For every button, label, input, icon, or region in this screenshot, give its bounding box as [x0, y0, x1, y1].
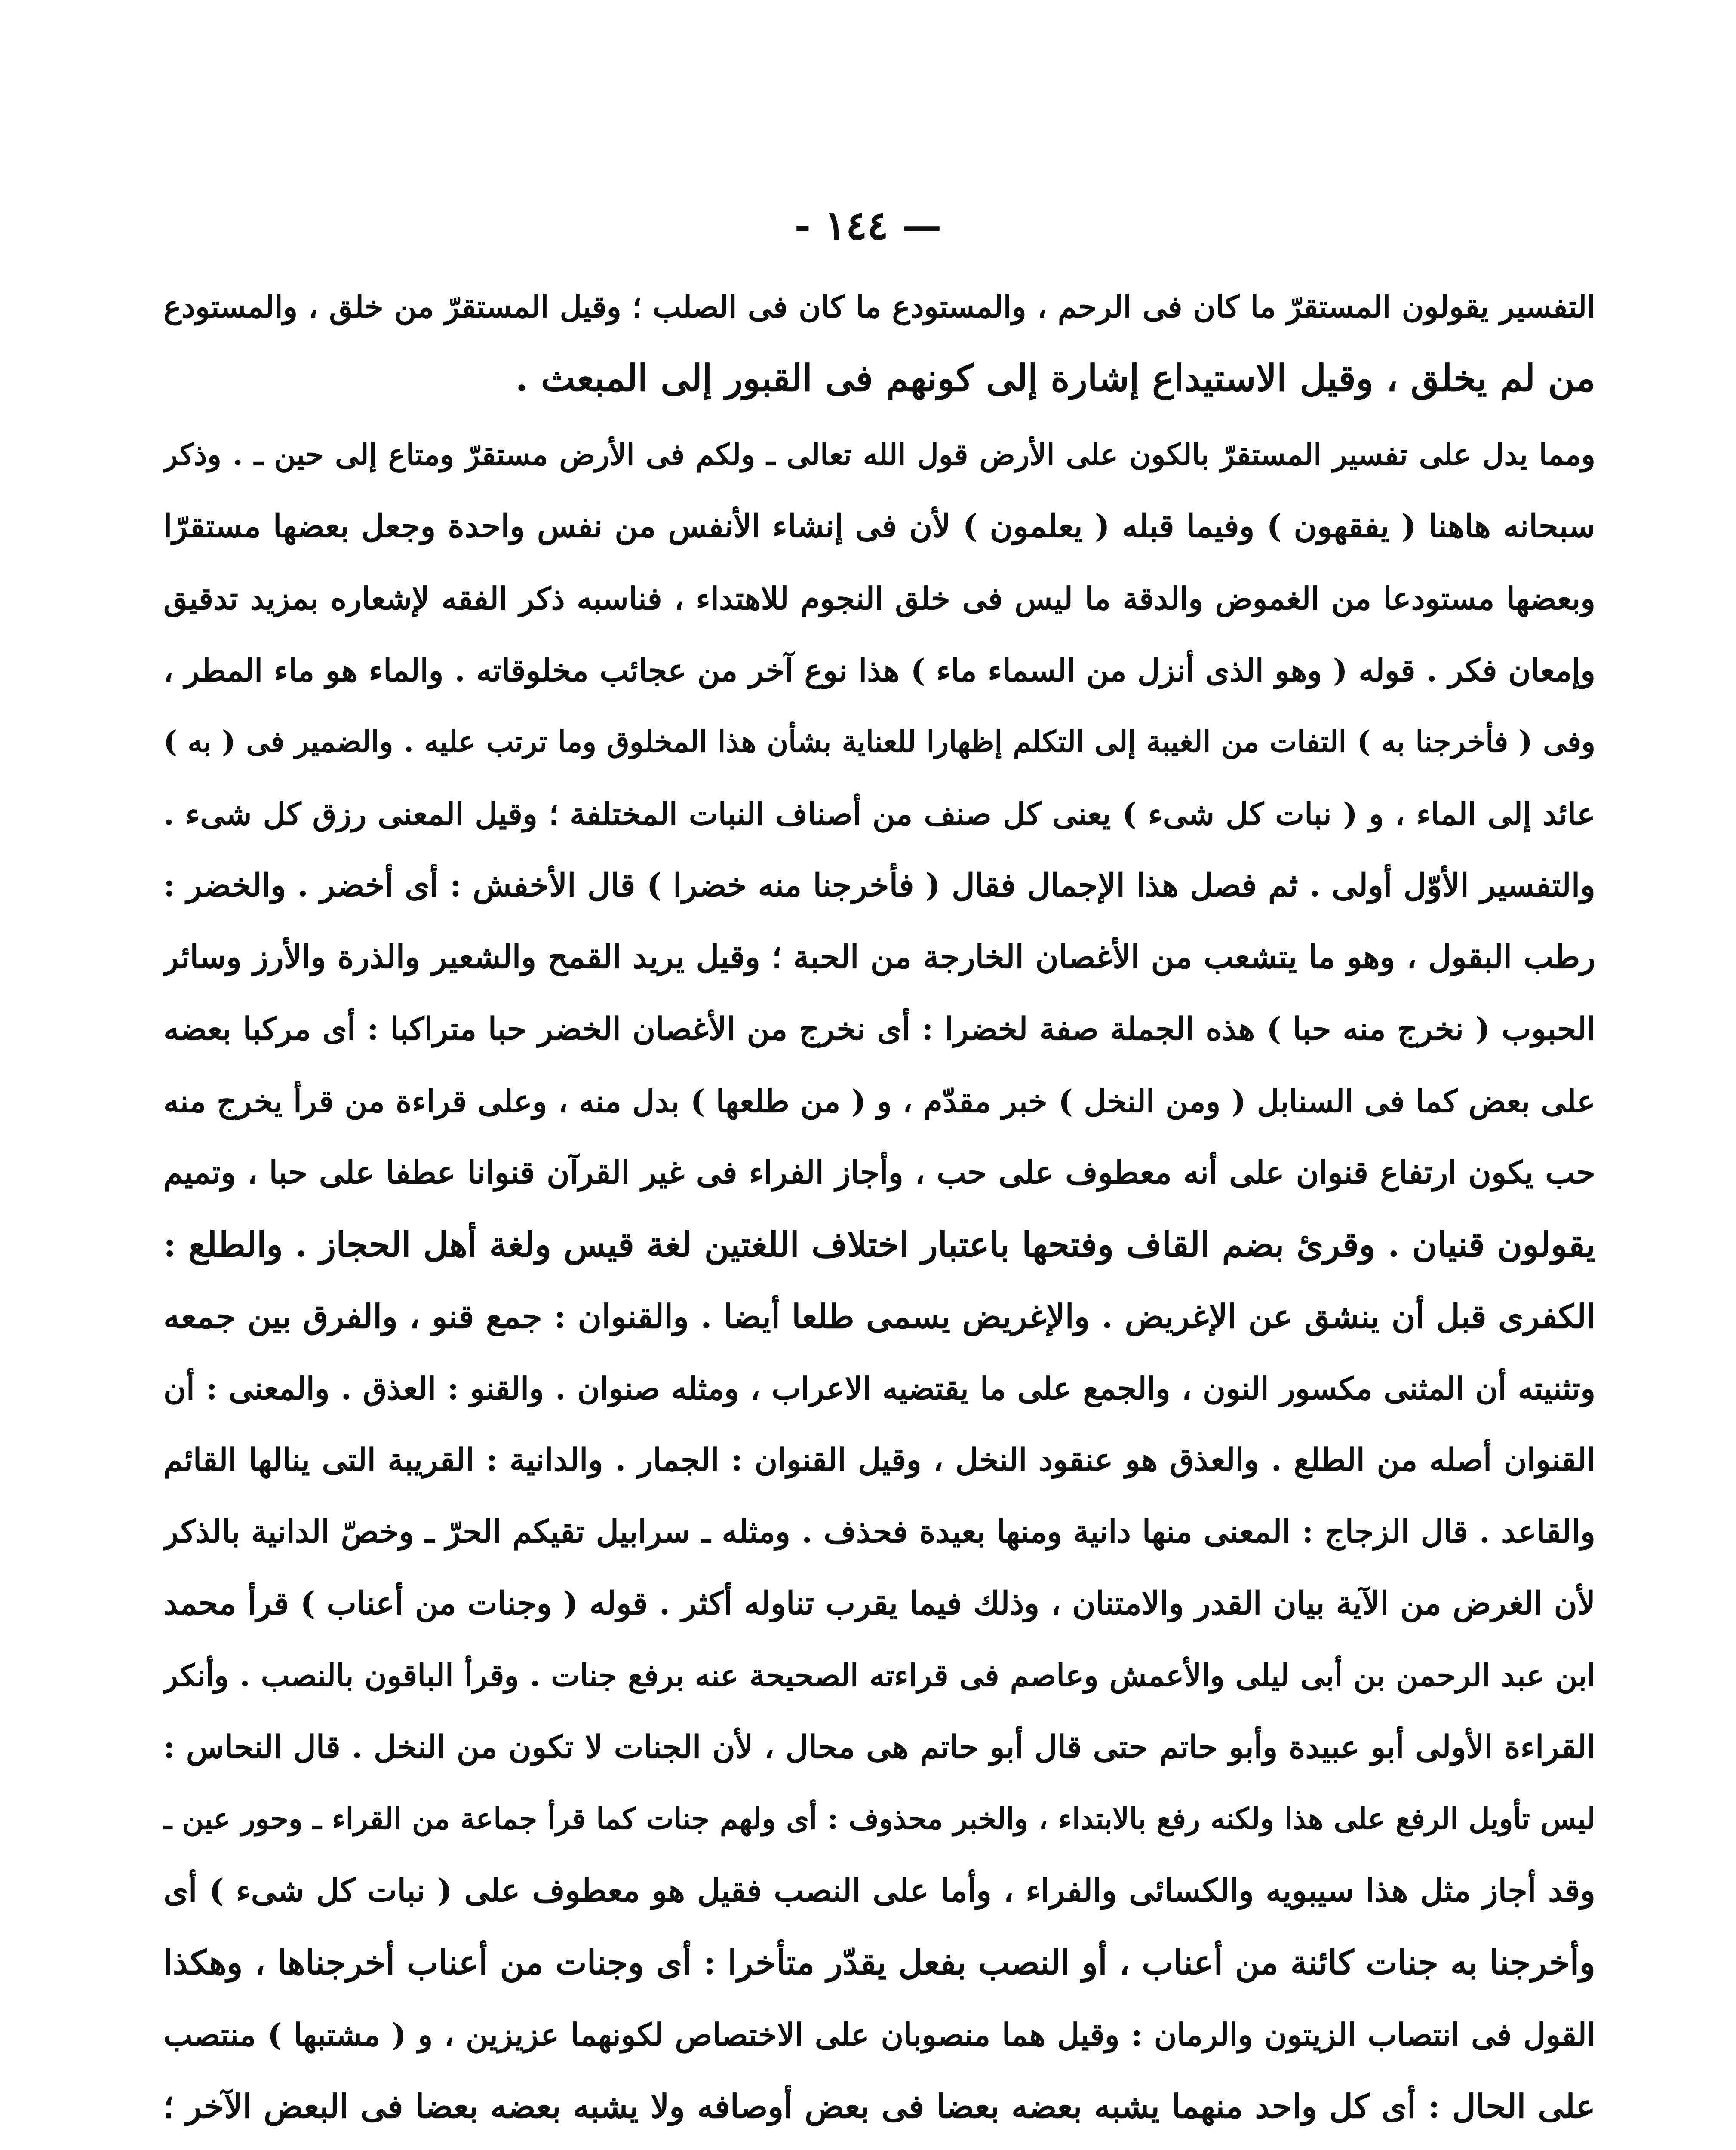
text-line: وقد أجاز مثل هذا سيبويه والكسائى والفراء ، وأما على النصب فقيل هو معطوف على ( نبات كل شىء ) أى [163, 1872, 1595, 1909]
text-line: الكفرى قبل أن ينشق عن الإغريض . والإغريض يسمى طلعا أيضا . والقنوان : جمع قنو ، والفرق بين جمعه [163, 1297, 1595, 1336]
paragraph-2 [163, 419, 1595, 2150]
text-line: ليس تأويل الرفع على هذا ولكنه رفع بالابتداء ، والخبر محذوف : أى ولهم جنات كما قرأ جماعة من القراء ـ وحور عين ـ [163, 1802, 1595, 1836]
text-line: ومما يدل على تفسير المستقرّ بالكون على الأرض قول الله تعالى ـ ولكم فى الأرض مستقرّ ومتاع إلى حين ـ . وذكر [163, 437, 1595, 472]
text-line: من لم يخلق ، وقيل الاستيداع إشارة إلى كونهم فى القبور إلى المبعث . [515, 357, 1595, 400]
paragraph-1 [163, 271, 1595, 415]
page-number: — ١٤٤ - [794, 202, 942, 249]
text-line: وفى ( فأخرجنا به ) التفات من الغيبة إلى التكلم إظهارا للعناية بشأن هذا المخلوق وما ترتب عليه . والضمير فى ( به ) [163, 725, 1595, 759]
text-line: سبحانه هاهنا ( يفقهون ) وفيما قبله ( يعلمون ) لأن فى إنشاء الأنفس من نفس واحدة وجعل بعضها مستقرّا [163, 508, 1595, 545]
text-line: رطب البقول ، وهو ما يتشعب من الأغصان الخارجة من الحبة ؛ وقيل يريد القمح والشعير والذرة والأرز وسائر [163, 939, 1595, 976]
text-line: القول فى انتصاب الزيتون والرمان : وقيل هما منصوبان على الاختصاص لكونهما عزيزين ، و ( مشتبها ) منتصب [163, 2016, 1595, 2053]
text-line: القنوان أصله من الطلع . والعذق هو عنقود النخل ، وقيل القنوان : الجمار . والدانية : القريبة التى ينالها القائم [163, 1441, 1595, 1478]
text-line: على بعض كما فى السنابل ( ومن النخل ) خبر مقدّم ، و ( من طلعها ) بدل منه ، وعلى قراءة من قرأ يخرج منه [163, 1083, 1595, 1119]
text-line: القراءة الأولى أبو عبيدة وأبو حاتم حتى قال أبو حاتم هى محال ، لأن الجنات لا تكون من النخل . قال النحاس : [163, 1729, 1595, 1766]
text-line: وبعضها مستودعا من الغموض والدقة ما ليس فى خلق النجوم للاهتداء ، فناسبه ذكر الفقه لإشعاره بمزيد تدقيق [163, 580, 1595, 617]
text-line: عائد إلى الماء ، و ( نبات كل شىء ) يعنى كل صنف من أصناف النبات المختلفة ؛ وقيل المعنى رزق كل شىء . [163, 796, 1595, 832]
text-line: وإمعان فكر . قوله ( وهو الذى أنزل من السماء ماء ) هذا نوع آخر من عجائب مخلوقاته . والماء هو ماء المطر ، [163, 652, 1595, 688]
body-text [163, 271, 1595, 2150]
text-line: ابن عبد الرحمن بن أبى ليلى والأعمش وعاصم فى قراءته الصحيحة عنه برفع جنات . وقرأ الباقون بالنصب . وأنكر [163, 1657, 1595, 1693]
text-line: الحبوب ( نخرج منه حبا ) هذه الجملة صفة لخضرا : أى نخرج من الأغصان الخضر حبا متراكبا : أى مركبا بعضه [163, 1010, 1595, 1047]
text-line: والقاعد . قال الزجاج : المعنى منها دانية ومنها بعيدة فحذف . ومثله ـ سرابيل تقيكم الحرّ ـ وخصّ الدانية بالذكر [163, 1513, 1595, 1550]
text-line: التفسير يقولون المستقرّ ما كان فى الرحم ، والمستودع ما كان فى الصلب ؛ وقيل المستقرّ من خلق ، والمستودع [163, 289, 1595, 325]
text-line: على الحال : أى كل واحد منهما يشبه بعضه بعضا فى بعض أوصافه ولا يشبه بعضه بعضا فى البعض الآخر ؛ [163, 2087, 1595, 2125]
text-line: والتفسير الأوّل أولى . ثم فصل هذا الإجمال فقال ( فأخرجنا منه خضرا ) قال الأخفش : أى أخضر . والخضر : [163, 867, 1595, 904]
text-line: يقولون قنيان . وقرئ بضم القاف وفتحها باعتبار اختلاف اللغتين لغة قيس ولغة أهل الحجاز . والطلع : [163, 1224, 1595, 1265]
text-line: وتثنيته أن المثنى مكسور النون ، والجمع على ما يقتضيه الاعراب ، ومثله صنوان . والقنو : العذق . والمعنى : أن [163, 1370, 1595, 1407]
text-line: وأخرجنا به جنات كائنة من أعناب ، أو النصب بفعل يقدّر متأخرا : أى وجنات من أعناب أخرجناها ، وهكذا [163, 1943, 1595, 1982]
text-line: لأن الغرض من الآية بيان القدر والامتنان ، وذلك فيما يقرب تناوله أكثر . قوله ( وجنات من أعناب ) قرأ محمد [163, 1585, 1595, 1622]
text-line [163, 2142, 1595, 2150]
text-line: حب يكون ارتفاع قنوان على أنه معطوف على حب ، وأجاز الفراء فى غير القرآن قنوانا عطفا على حبا ، وتميم [163, 1154, 1595, 1191]
